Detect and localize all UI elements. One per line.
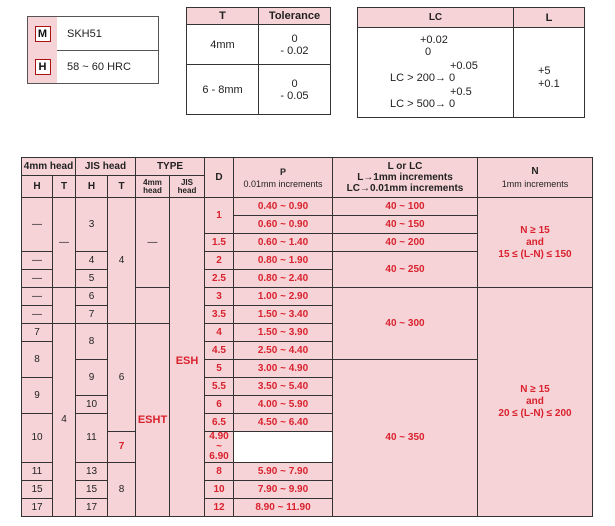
tol-upper: 0 <box>291 32 298 45</box>
tol-t-cell: 6 - 8mm <box>187 65 259 115</box>
h4-cell: — <box>22 270 53 288</box>
col-header-l <box>333 158 478 198</box>
lc-line: +0.05 <box>450 59 478 72</box>
jis-h-cell: 6 <box>76 288 108 306</box>
jis-t-cell: 8 <box>108 463 136 517</box>
jis-h-cell: 11 <box>76 414 108 463</box>
lc-line: LC > 500→ 0 <box>390 97 456 110</box>
col-header-d: D <box>205 158 234 198</box>
p-cell: 0.60 ~ 1.40 <box>234 234 333 252</box>
jis-h-cell: 9 <box>76 360 108 396</box>
p-cell: 8.90 ~ 11.90 <box>234 499 333 517</box>
d-cell: 1.5 <box>205 234 234 252</box>
h4-cell: — <box>22 198 53 252</box>
h4-cell: 15 <box>22 481 53 499</box>
hardness-text: 58 ~ 60 HRC <box>67 60 131 73</box>
hardness-tag-label: H <box>35 59 51 75</box>
p-cell: 3.00 ~ 4.90 <box>234 360 333 378</box>
l-subtitle: L→1mm increments <box>357 172 453 183</box>
col-header-t: T <box>108 176 136 198</box>
p-cell: 3.50 ~ 5.40 <box>234 378 333 396</box>
p-cell: 2.50 ~ 4.40 <box>234 342 333 360</box>
col-header-h: H <box>76 176 108 198</box>
jis-h-cell: 13 <box>76 463 108 481</box>
n-subtitle: 1mm increments <box>501 178 569 189</box>
d-cell: 6 <box>205 396 234 414</box>
d-cell: 8 <box>205 463 234 481</box>
p-cell: 0.80 ~ 2.40 <box>234 270 333 288</box>
tol-value-cell <box>259 65 331 115</box>
hardness-row <box>28 50 158 83</box>
p-cell: 7.90 ~ 9.90 <box>234 481 333 499</box>
jis-h-cell: 4 <box>76 252 108 270</box>
d-cell: 12 <box>205 499 234 517</box>
type-jis-label: JIS <box>180 177 193 187</box>
tol-value-cell <box>259 25 331 65</box>
t4-blank <box>53 288 76 324</box>
p-cell: 0.80 ~ 1.90 <box>234 252 333 270</box>
h4-cell: — <box>22 306 53 324</box>
p-title: P <box>279 166 286 177</box>
material-tag-label: M <box>35 26 51 42</box>
n-line: N ≥ 15 <box>520 224 550 236</box>
n-cell <box>478 198 593 288</box>
col-group-4mm-head: 4mm head <box>22 158 76 176</box>
h4-cell: 7 <box>22 324 53 342</box>
lc-line: LC > 200→ 0 <box>390 71 456 84</box>
l-cell: 40 ~ 200 <box>333 234 478 252</box>
material-text: SKH51 <box>67 27 102 40</box>
d-cell: 2 <box>205 252 234 270</box>
lc-tolerance-table <box>357 7 585 118</box>
material-tag <box>28 17 57 50</box>
col-header-t: T <box>53 176 76 198</box>
n-line: N ≥ 15 <box>520 384 550 395</box>
type-4mm-label: head <box>143 185 162 195</box>
type-4mm-label: 4mm <box>143 177 162 187</box>
table-row <box>22 288 593 306</box>
n-title: N <box>531 165 539 177</box>
lc-subtitle: LC→0.01mm increments <box>346 183 464 194</box>
col-header-type-4mm <box>136 176 170 198</box>
type-4mm-blank <box>136 288 170 324</box>
type-esh-label: ESH <box>175 355 199 367</box>
n-line: 15 ≤ (L-N) ≤ 150 <box>498 248 572 260</box>
lc-header: LC <box>358 8 514 28</box>
d-cell: 3 <box>205 288 234 306</box>
n-cell <box>478 288 593 517</box>
h4-cell: — <box>22 252 53 270</box>
t4-cell: — <box>53 198 76 288</box>
type-jis-label: head <box>177 185 197 195</box>
tol-upper: 0 <box>291 77 298 90</box>
h4-cell: — <box>22 288 53 306</box>
d-cell: 2.5 <box>205 270 234 288</box>
jis-t-cell: 6 <box>108 324 136 432</box>
p-subtitle: 0.01mm increments <box>243 178 323 189</box>
l-line: +0.1 <box>538 77 560 90</box>
d-cell: 1 <box>205 198 234 234</box>
d-cell: 7 <box>108 432 136 463</box>
tol-header-tolerance: Tolerance <box>259 8 331 25</box>
col-header-h: H <box>22 176 53 198</box>
p-cell: 1.50 ~ 3.90 <box>234 324 333 342</box>
l-cell: 40 ~ 100 <box>333 198 478 216</box>
d-cell: 6.5 <box>205 414 234 432</box>
n-line: and <box>526 236 544 248</box>
p-cell: 4.50 ~ 6.40 <box>234 414 333 432</box>
p-cell: 1.00 ~ 2.90 <box>234 288 333 306</box>
col-group-jis-head: JIS head <box>76 158 136 176</box>
tol-lower: - 0.05 <box>280 89 309 102</box>
p-cell: 0.40 ~ 0.90 <box>234 198 333 216</box>
l-cell: 40 ~ 300 <box>333 288 478 360</box>
tol-t-cell: 4mm <box>187 25 259 65</box>
material-row <box>28 17 158 51</box>
jis-h-cell: 3 <box>76 198 108 252</box>
l-cell: 40 ~ 350 <box>333 360 478 517</box>
lc-values-cell <box>358 28 514 118</box>
type-esht-label: ESHT <box>137 414 168 426</box>
p-cell: 5.90 ~ 7.90 <box>234 463 333 481</box>
l-title: L or LC <box>387 161 423 172</box>
table-row <box>22 198 593 216</box>
jis-h-cell: 8 <box>76 324 108 360</box>
h4-cell: 8 <box>22 342 53 378</box>
d-cell: 5 <box>205 360 234 378</box>
d-cell: 4 <box>205 324 234 342</box>
d-cell: 10 <box>205 481 234 499</box>
h4-cell: 17 <box>22 499 53 517</box>
l-header: L <box>514 8 585 28</box>
tol-lower: - 0.02 <box>280 44 309 57</box>
n-line: and <box>526 396 544 407</box>
jis-h-cell: 5 <box>76 270 108 288</box>
l-cell: 40 ~ 250 <box>333 252 478 288</box>
type-jis-cell <box>170 198 205 517</box>
lc-line: 0 <box>425 45 432 58</box>
lc-line: +0.02 <box>420 33 448 46</box>
l-cell: 40 ~ 150 <box>333 216 478 234</box>
col-group-type: TYPE <box>136 158 205 176</box>
jis-h-cell: 17 <box>76 499 108 517</box>
tol-header-t: T <box>187 8 259 25</box>
tolerance-table <box>186 7 331 115</box>
l-values-cell <box>514 28 585 118</box>
col-header-type-jis <box>170 176 205 198</box>
dimension-table <box>21 157 593 517</box>
jis-h-cell: 7 <box>76 306 108 324</box>
type-4mm-cell <box>136 324 170 517</box>
hardness-tag <box>28 50 57 83</box>
d-cell: 4.5 <box>205 342 234 360</box>
col-header-n <box>478 158 593 198</box>
l-line: +5 <box>538 64 551 77</box>
d-cell: 3.5 <box>205 306 234 324</box>
jis-t-cell: 4 <box>108 198 136 324</box>
h4-cell: 9 <box>22 378 53 414</box>
p-cell: 1.50 ~ 3.40 <box>234 306 333 324</box>
jis-h-cell: 15 <box>76 481 108 499</box>
h4-cell: 11 <box>22 463 53 481</box>
d-cell: 5.5 <box>205 378 234 396</box>
material-box <box>27 16 159 84</box>
lc-line: +0.5 <box>450 85 472 98</box>
p-cell: 0.60 ~ 0.90 <box>234 216 333 234</box>
p-cell: 4.90 ~ 6.90 <box>205 432 234 463</box>
jis-h-cell: 10 <box>76 396 108 414</box>
col-header-p <box>234 158 333 198</box>
n-line: 20 ≤ (L-N) ≤ 200 <box>498 408 572 419</box>
p-cell: 4.00 ~ 5.90 <box>234 396 333 414</box>
h4-cell: 10 <box>22 414 53 463</box>
type-4mm-cell: — <box>136 198 170 288</box>
t4-cell: 4 <box>53 324 76 517</box>
